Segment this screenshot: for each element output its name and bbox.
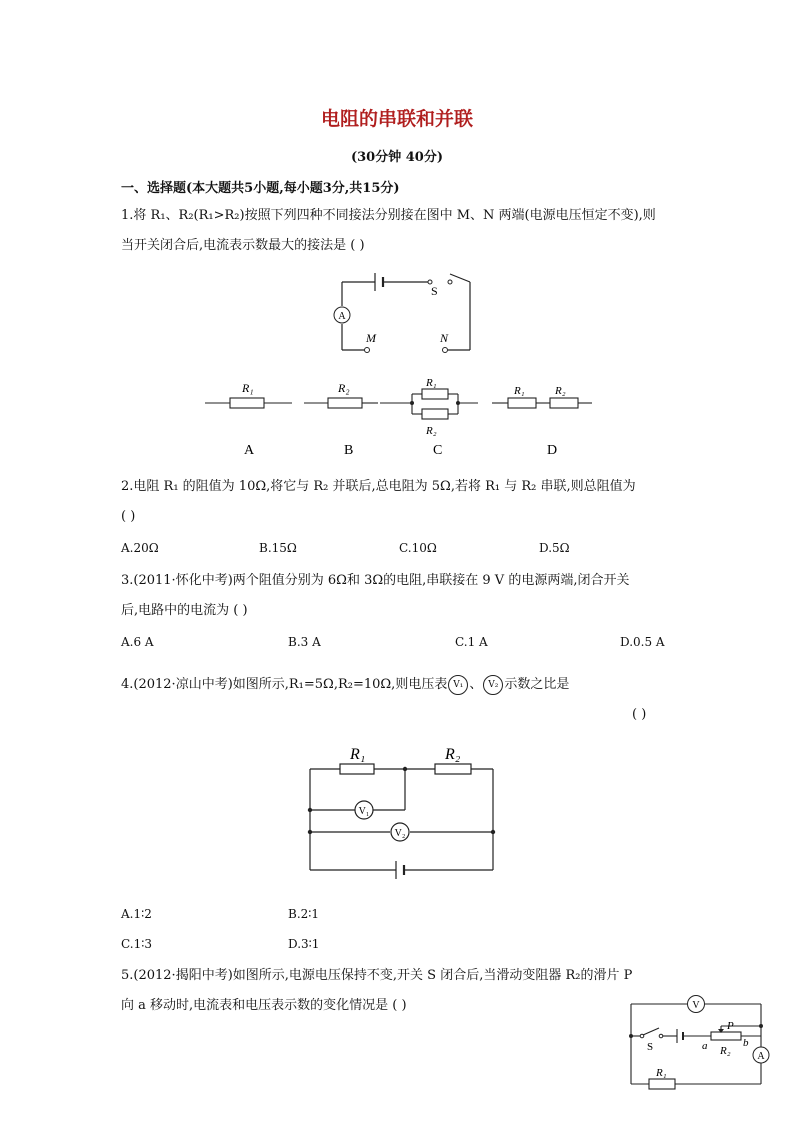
terminal-m-label: M (366, 331, 376, 345)
terminal-n (443, 348, 448, 353)
option-c-r1: R₁ (426, 377, 437, 389)
q4-node-left-v1 (308, 808, 312, 812)
option-d-r1: R₁ (514, 385, 525, 397)
q4-voltmeter-v2-label: V₂ (394, 828, 406, 839)
q4-r1-label: R₁ (350, 746, 366, 763)
section-heading: 一、选择题(本大题共5小题,每小题3分,共15分) (121, 181, 400, 196)
voltmeter-v2-icon: V₂ (483, 675, 503, 695)
terminal-n-label: N (440, 331, 449, 345)
q4-node-middle (403, 767, 407, 771)
question-5-line-1: 5.(2012·揭阳中考)如图所示,电源电压保持不变,开关 S 闭合后,当滑动变阻器 R₂的滑片 P (121, 968, 633, 983)
ammeter-label: A (338, 311, 346, 322)
q5-node-left (629, 1034, 633, 1038)
question-5 (121, 961, 681, 1021)
q5-end-a-label: a (702, 1040, 708, 1052)
question-4-text-post: 示数之比是 (504, 677, 570, 692)
question-3-line-2: 后,电路中的电流为 ( ) (121, 603, 248, 618)
question-4-option-a: A.1∶2 (121, 907, 152, 921)
q4-r2-label: R₂ (445, 746, 461, 763)
question-4-circuit (300, 740, 505, 880)
page-title: 电阻的串联和并联 (320, 108, 473, 130)
option-d-r2: R₂ (555, 385, 566, 397)
option-b-r2: R₂ (338, 381, 350, 395)
option-c-label: C (433, 443, 443, 458)
option-a-label: A (244, 443, 255, 458)
question-2-line-1: 2.电阻 R₁ 的阻值为 10Ω,将它与 R₂ 并联后,总电阻为 5Ω,若将 R₁ 与 R₂ 串联,则总阻值为 (121, 479, 636, 494)
question-1-options (200, 372, 600, 462)
q5-switch-label: S (647, 1041, 654, 1053)
question-2-option-c: C.10Ω (399, 541, 437, 555)
question-3-option-b: B.3 A (288, 635, 321, 649)
q5-end-b-label: b (743, 1037, 749, 1049)
q5-voltmeter-label: V (692, 1000, 700, 1011)
question-2-option-b: B.15Ω (259, 541, 297, 555)
page-subtitle: (30分钟 40分) (350, 150, 443, 165)
question-4-text-pre: 4.(2012·凉山中考)如图所示,R₁=5Ω,R₂=10Ω,则电压表 (121, 677, 448, 692)
option-c-left-node (410, 401, 414, 405)
question-5-line-2: 向 a 移动时,电流表和电压表示数的变化情况是 ( ) (121, 998, 407, 1013)
question-5-circuit (625, 992, 775, 1092)
voltmeter-v1-icon: V₁ (448, 675, 468, 695)
option-c-r2: R₂ (426, 425, 437, 437)
q4-node-left-v2 (308, 830, 312, 834)
q5-r2-label: R₂ (720, 1045, 731, 1057)
question-1-circuit (300, 262, 500, 357)
question-4-option-c: C.1∶3 (121, 937, 152, 951)
question-2-option-a: A.20Ω (121, 541, 159, 555)
q5-r1-label: R₁ (656, 1067, 667, 1079)
question-2-option-d: D.5Ω (539, 541, 570, 555)
option-b-label: B (344, 443, 354, 458)
question-3 (121, 566, 681, 626)
question-4-option-b: B.2∶1 (288, 907, 320, 921)
option-c-right-node (456, 401, 460, 405)
option-a-r1: R₁ (242, 381, 254, 395)
question-2 (121, 472, 681, 532)
question-4-option-d: D.3∶1 (288, 937, 320, 951)
question-3-option-d: D.0.5 A (620, 635, 665, 649)
q5-ammeter-label: A (757, 1051, 765, 1062)
question-4-answer-paren: ( ) (632, 707, 647, 722)
question-1-line-1: 1.将 R₁、R₂(R₁>R₂)按照下列四种不同接法分别接在图中 M、N 两端(电源电压恒定不变),则 (121, 208, 656, 223)
question-4-separator: 、 (469, 677, 483, 692)
switch-contact (448, 280, 452, 284)
question-3-option-a: A.6 A (121, 635, 154, 649)
question-3-line-1: 3.(2011·怀化中考)两个阻值分别为 6Ω和 3Ω的电阻,串联接在 9 V 的电源两端,闭合开关 (121, 573, 630, 588)
question-3-option-c: C.1 A (455, 635, 488, 649)
q4-voltmeter-v1-label: V₁ (358, 806, 370, 817)
switch-label: S (431, 284, 438, 298)
q5-switch-pivot (640, 1034, 644, 1038)
q5-slider-label: P (727, 1020, 734, 1032)
q5-switch-contact (659, 1034, 663, 1038)
question-1 (121, 201, 681, 261)
question-1-line-2: 当开关闭合后,电流表示数最大的接法是 ( ) (121, 238, 365, 253)
option-d-label: D (547, 443, 558, 458)
question-4-line-1 (121, 670, 681, 700)
question-2-line-2: ( ) (121, 509, 136, 524)
q5-node-right (759, 1024, 763, 1028)
q4-node-right-v2 (491, 830, 495, 834)
terminal-m (365, 348, 370, 353)
